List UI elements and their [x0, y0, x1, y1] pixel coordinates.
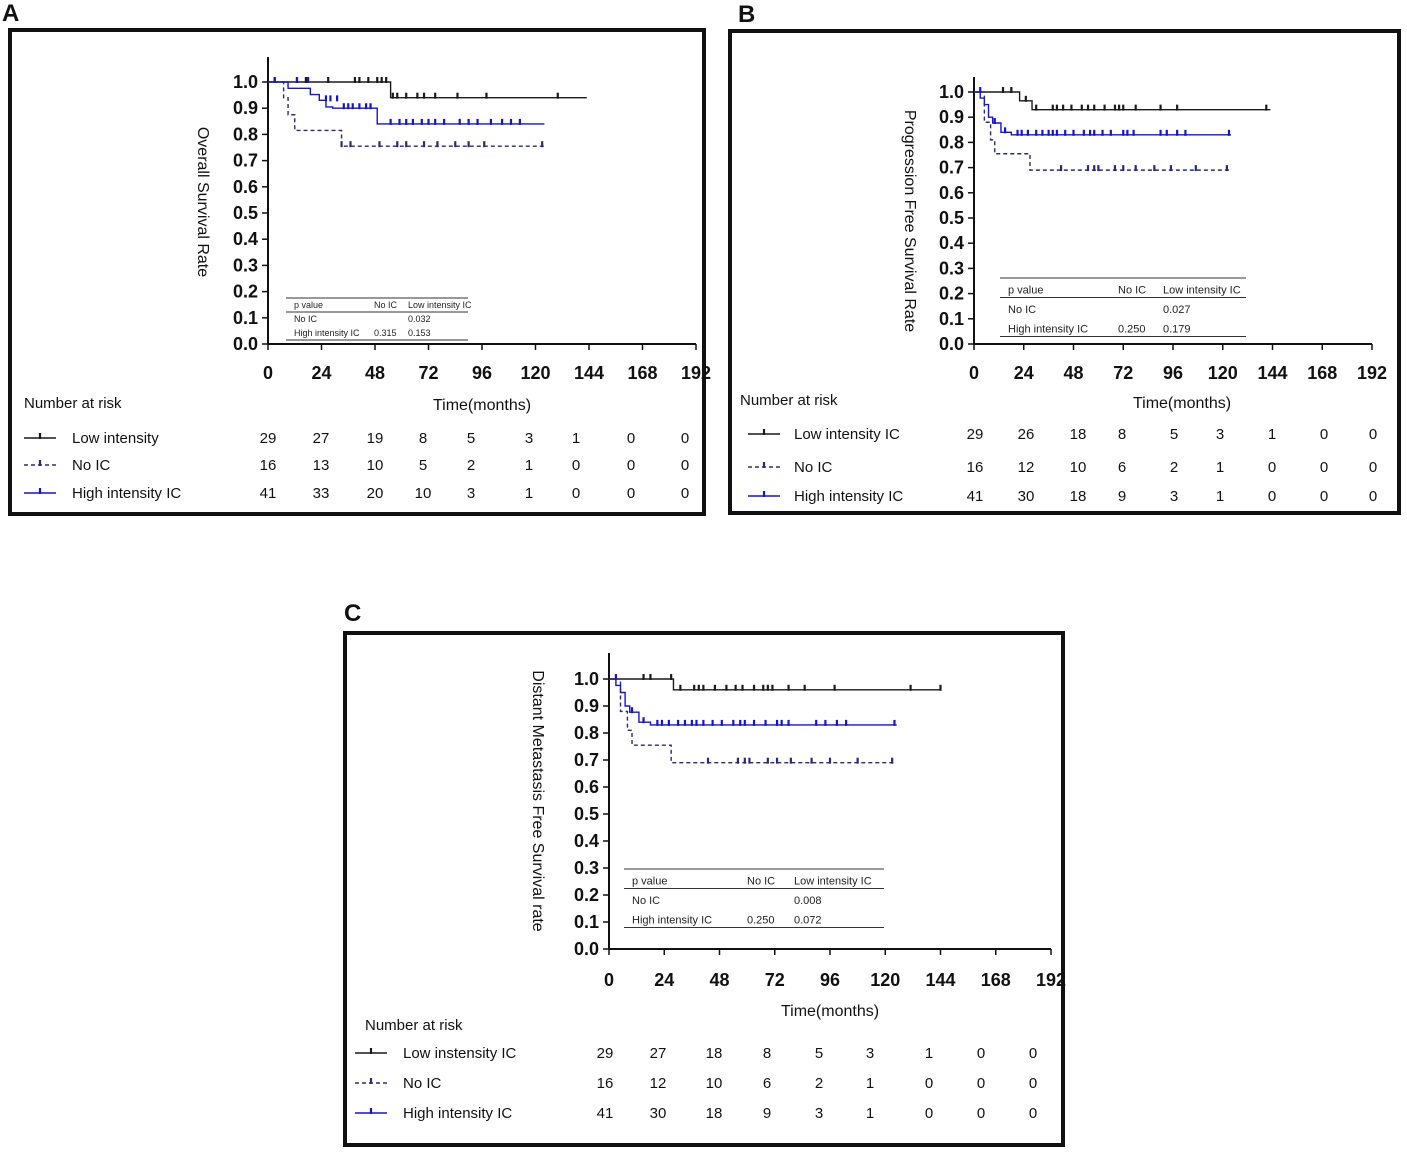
risk-value: 3 [524, 430, 534, 447]
pvalue-table-header: p value [1008, 284, 1044, 297]
panel-letter-a: A [2, 0, 20, 27]
risk-value: 16 [259, 457, 277, 474]
risk-value: 29 [596, 1045, 614, 1062]
y-tick-label: 0.8 [232, 124, 258, 145]
x-tick-label: 24 [654, 970, 675, 990]
x-tick-label: 0 [603, 970, 615, 990]
y-tick-label: 0.8 [573, 723, 599, 743]
number-at-risk-title: Number at risk [365, 1017, 463, 1034]
pvalue-table-header: p value [632, 875, 668, 888]
risk-value: 0 [571, 457, 581, 474]
risk-value: 0 [924, 1075, 934, 1092]
risk-value: 0 [924, 1105, 934, 1122]
panel-letter-b: B [738, 1, 756, 28]
x-tick-label: 192 [680, 363, 712, 383]
y-tick-label: 0.7 [938, 157, 964, 178]
risk-value: 18 [1069, 426, 1087, 443]
risk-value: 18 [705, 1045, 723, 1062]
risk-value: 6 [762, 1075, 772, 1092]
y-tick-label: 0.8 [938, 132, 964, 153]
risk-value: 0 [976, 1045, 986, 1062]
risk-value: 0 [1319, 488, 1329, 505]
risk-value: 0 [976, 1075, 986, 1092]
risk-value: 1 [524, 485, 534, 502]
y-tick-label: 0.6 [938, 182, 964, 203]
risk-value: 5 [814, 1045, 824, 1062]
y-tick-label: 0.2 [573, 885, 599, 905]
risk-value: 0 [1319, 426, 1329, 443]
risk-value: 9 [762, 1105, 772, 1122]
panel-c-distant-metastasis-free-survival [343, 631, 1065, 1147]
pvalue-table-header: Low intensity IC [794, 875, 872, 888]
x-tick-label: 72 [418, 363, 439, 383]
pvalue-table-cell: 0.315 [374, 328, 397, 338]
x-axis-label: Time(months) [432, 397, 532, 414]
risk-value: 5 [466, 430, 476, 447]
y-tick-label: 0.9 [232, 98, 258, 119]
y-tick-label: 1.0 [573, 669, 599, 689]
pvalue-table-cell: No IC [294, 314, 318, 324]
risk-value: 12 [649, 1075, 667, 1092]
y-tick-label: 0.3 [938, 258, 964, 279]
km-curve-1 [268, 82, 544, 124]
risk-value: 33 [312, 485, 330, 502]
risk-value: 3 [814, 1105, 824, 1122]
risk-value: 29 [259, 430, 277, 447]
y-tick-label: 0.3 [573, 858, 599, 878]
y-tick-label: 0.3 [232, 255, 258, 276]
pvalue-table-cell: 0.072 [794, 914, 822, 927]
risk-value: 10 [1069, 459, 1087, 476]
risk-value: 1 [865, 1105, 875, 1122]
risk-value: 13 [312, 457, 330, 474]
risk-value: 0 [1028, 1105, 1038, 1122]
risk-value: 29 [966, 426, 984, 443]
km-curve-1 [609, 679, 897, 725]
y-tick-label: 0.6 [573, 777, 599, 797]
x-tick-label: 72 [1113, 363, 1134, 383]
x-tick-label: 168 [1307, 363, 1338, 383]
y-tick-label: 0.5 [938, 208, 964, 228]
pvalue-table-header: No IC [1118, 284, 1147, 297]
risk-value: 8 [418, 430, 428, 447]
km-chart-a [12, 32, 712, 512]
risk-value: 5 [1169, 426, 1179, 443]
risk-row-label: High intensity IC [72, 485, 182, 502]
km-curve-0 [268, 82, 587, 98]
risk-value: 0 [1267, 459, 1277, 476]
y-tick-label: 0.7 [232, 150, 258, 171]
x-tick-label: 48 [709, 970, 730, 990]
risk-value: 0 [1368, 488, 1378, 505]
risk-value: 0 [626, 485, 636, 502]
x-tick-label: 192 [1035, 970, 1067, 990]
km-curve-2 [609, 679, 894, 763]
risk-row-label: No IC [72, 457, 111, 474]
risk-value: 6 [1117, 459, 1127, 476]
x-tick-label: 144 [925, 970, 956, 990]
x-tick-label: 96 [819, 970, 841, 990]
risk-value: 3 [1169, 488, 1179, 505]
x-tick-label: 72 [764, 970, 785, 990]
pvalue-table-header: No IC [747, 875, 776, 888]
risk-value: 1 [924, 1045, 934, 1062]
y-tick-label: 0.4 [232, 229, 258, 250]
risk-value: 10 [366, 457, 384, 474]
risk-row-label: Low intensity [72, 430, 159, 447]
x-tick-label: 48 [364, 363, 386, 383]
y-axis-label: Overall Survival Rate [194, 126, 211, 278]
number-at-risk-title: Number at risk [740, 392, 838, 409]
pvalue-table-cell: No IC [632, 895, 661, 907]
risk-value: 2 [1169, 459, 1179, 476]
y-tick-label: 0.2 [232, 281, 258, 302]
pvalue-table-cell: 0.250 [747, 914, 775, 927]
y-axis-label: Progression Free Survival Rate [901, 109, 918, 333]
pvalue-table-cell: 0.250 [1118, 323, 1146, 336]
risk-value: 8 [1117, 426, 1127, 443]
risk-value: 41 [966, 488, 984, 505]
risk-value: 18 [1069, 488, 1087, 505]
y-tick-label: 0.4 [938, 233, 964, 254]
y-tick-label: 0.5 [232, 203, 258, 223]
x-tick-label: 168 [627, 363, 658, 383]
risk-row-label: High intensity IC [794, 488, 904, 505]
y-tick-label: 0.0 [938, 334, 964, 354]
number-at-risk-title: Number at risk [24, 395, 122, 412]
pvalue-table-header: Low intensity IC [408, 300, 472, 310]
pvalue-table-cell: 0.179 [1163, 323, 1191, 336]
risk-value: 41 [596, 1105, 614, 1122]
x-tick-label: 120 [520, 363, 551, 383]
x-tick-label: 120 [870, 970, 901, 990]
risk-value: 2 [466, 457, 476, 474]
risk-value: 0 [680, 457, 690, 474]
y-tick-label: 0.9 [573, 696, 599, 716]
risk-value: 16 [596, 1075, 614, 1092]
risk-row-label: No IC [794, 459, 833, 476]
x-tick-label: 0 [968, 363, 980, 383]
x-axis-label: Time(months) [780, 1003, 880, 1020]
risk-value: 1 [524, 457, 534, 474]
risk-value: 10 [414, 485, 432, 502]
risk-value: 0 [1368, 426, 1378, 443]
panel-letter-c: C [344, 600, 362, 627]
risk-value: 9 [1117, 488, 1127, 505]
risk-value: 27 [312, 430, 330, 447]
risk-value: 0 [1267, 488, 1277, 505]
y-tick-label: 0.9 [938, 107, 964, 128]
pvalue-table-cell: No IC [1008, 304, 1037, 316]
risk-value: 0 [1368, 459, 1378, 476]
pvalue-table-cell: 0.008 [794, 895, 822, 907]
x-axis-label: Time(months) [1132, 395, 1232, 412]
risk-value: 3 [466, 485, 476, 502]
x-tick-label: 192 [1356, 363, 1388, 383]
y-tick-label: 0.1 [938, 308, 964, 329]
x-tick-label: 48 [1063, 363, 1084, 383]
risk-value: 30 [649, 1105, 667, 1122]
risk-row-label: High intensity IC [403, 1105, 513, 1122]
x-tick-label: 24 [311, 363, 332, 383]
km-chart-b [732, 33, 1397, 511]
pvalue-table-cell: High intensity IC [294, 328, 360, 338]
risk-value: 20 [366, 485, 384, 502]
y-tick-label: 0.0 [232, 334, 258, 354]
risk-value: 27 [649, 1045, 667, 1062]
risk-value: 0 [626, 430, 636, 447]
y-axis-label: Distant Metastasis Free Survival rate [529, 670, 546, 932]
km-curve-1 [974, 92, 1231, 135]
x-tick-label: 144 [573, 363, 605, 383]
risk-value: 5 [418, 457, 428, 474]
risk-value: 0 [571, 485, 581, 502]
km-chart-c [347, 635, 1067, 1143]
pvalue-table-cell: High intensity IC [632, 914, 713, 927]
y-tick-label: 0.1 [573, 912, 599, 932]
km-curve-0 [609, 679, 941, 690]
risk-value: 10 [705, 1075, 723, 1092]
pvalue-table-cell: 0.027 [1163, 304, 1191, 316]
panel-a-overall-survival [8, 28, 712, 516]
risk-value: 0 [1028, 1045, 1038, 1062]
panel-b-progression-free-survival [728, 29, 1401, 515]
risk-value: 0 [680, 430, 690, 447]
x-tick-label: 0 [262, 363, 274, 383]
risk-value: 18 [705, 1105, 723, 1122]
risk-value: 3 [1215, 426, 1225, 443]
risk-value: 0 [1319, 459, 1329, 476]
risk-value: 1 [865, 1075, 875, 1092]
pvalue-table-header: No IC [374, 300, 398, 310]
y-tick-label: 0.6 [232, 176, 258, 197]
y-tick-label: 0.7 [573, 750, 599, 770]
risk-value: 1 [1267, 426, 1277, 443]
y-tick-label: 0.2 [938, 283, 964, 304]
risk-value: 3 [865, 1045, 875, 1062]
risk-value: 30 [1017, 488, 1035, 505]
y-tick-label: 1.0 [232, 72, 258, 92]
y-tick-label: 0.4 [573, 831, 599, 851]
risk-value: 41 [259, 485, 277, 502]
risk-value: 2 [814, 1075, 824, 1092]
risk-row-label: No IC [403, 1075, 442, 1092]
pvalue-table-cell: 0.153 [408, 328, 431, 338]
pvalue-table-cell: 0.032 [408, 314, 431, 324]
risk-value: 1 [1215, 459, 1225, 476]
risk-row-label: Low instensity IC [403, 1045, 517, 1062]
x-tick-label: 144 [1257, 363, 1288, 383]
y-tick-label: 0.0 [573, 939, 599, 959]
risk-value: 8 [762, 1045, 772, 1062]
pvalue-table-cell: High intensity IC [1008, 323, 1089, 336]
pvalue-table-header: Low intensity IC [1163, 284, 1241, 297]
risk-value: 16 [966, 459, 984, 476]
km-curve-2 [268, 82, 544, 146]
risk-value: 12 [1017, 459, 1035, 476]
risk-value: 0 [626, 457, 636, 474]
risk-value: 1 [571, 430, 581, 447]
risk-value: 26 [1017, 426, 1035, 443]
x-tick-label: 24 [1013, 363, 1034, 383]
x-tick-label: 96 [471, 363, 493, 383]
y-tick-label: 1.0 [938, 82, 964, 102]
x-tick-label: 120 [1207, 363, 1238, 383]
risk-value: 1 [1215, 488, 1225, 505]
y-tick-label: 0.1 [232, 307, 258, 328]
x-tick-label: 96 [1162, 363, 1184, 383]
x-tick-label: 168 [980, 970, 1011, 990]
risk-value: 0 [1028, 1075, 1038, 1092]
risk-row-label: Low intensity IC [794, 426, 900, 443]
y-tick-label: 0.5 [573, 804, 599, 824]
risk-value: 0 [680, 485, 690, 502]
risk-value: 19 [366, 430, 384, 447]
risk-value: 0 [976, 1105, 986, 1122]
pvalue-table-header: p value [294, 300, 324, 310]
